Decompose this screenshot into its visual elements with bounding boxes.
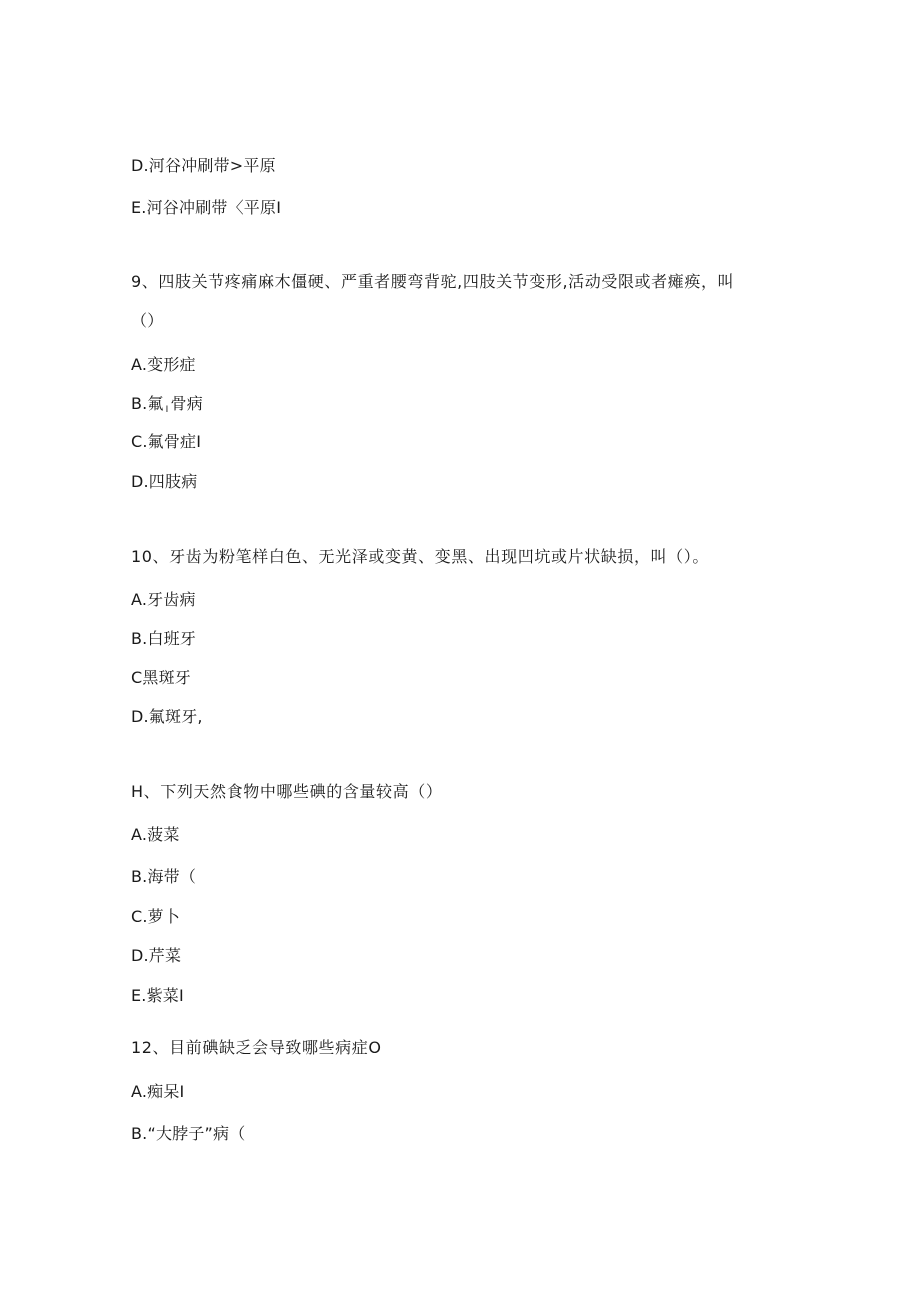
q9-option-a: A.变形症 [131,355,196,374]
q9-option-b-mark: I [165,405,169,415]
q9-stem-line1: 9、四肢关节疼痛麻木僵硬、严重者腰弯背驼,四肢关节变形,活动受限或者瘫痪，叫 [131,272,735,291]
q12-option-a: A.痴呆I [131,1082,185,1101]
q10-stem: 10、牙齿为粉笔样白色、无光泽或变黄、变黑、出现凹坑或片状缺损，叫（）。 [131,547,709,566]
q9-option-c: C.氟骨症I [131,432,202,451]
q11-option-a: A.菠菜 [131,825,180,844]
q9-option-b-suffix: 骨病 [170,394,203,413]
q11-option-c: C.萝卜 [131,907,181,926]
q11-option-e: E.紫菜I [131,986,184,1005]
q11-option-d: D.芹菜 [131,946,182,965]
q10-option-c: C黑斑牙 [131,668,191,687]
q8-option-e: E.河谷冲刷带〈平原I [131,198,282,217]
q12-option-b: B.“大脖子”病（ [131,1124,246,1143]
q9-stem-line2: （） [131,311,164,330]
q10-option-a: A.牙齿病 [131,590,196,609]
q11-stem: H、下列天然食物中哪些碘的含量较高（） [131,782,443,801]
q10-option-b: B.白班牙 [131,629,197,648]
q10-option-d: D.氟斑牙, [131,707,203,726]
q9-option-d: D.四肢病 [131,472,198,491]
q9-option-b-prefix: B.氟 [131,394,164,413]
q11-option-b: B.海带（ [131,867,197,886]
q12-stem: 12、目前碘缺乏会导致哪些病症O [131,1038,382,1057]
q9-option-b [131,394,203,420]
q8-option-d: D.河谷冲刷带>平原 [131,156,276,175]
